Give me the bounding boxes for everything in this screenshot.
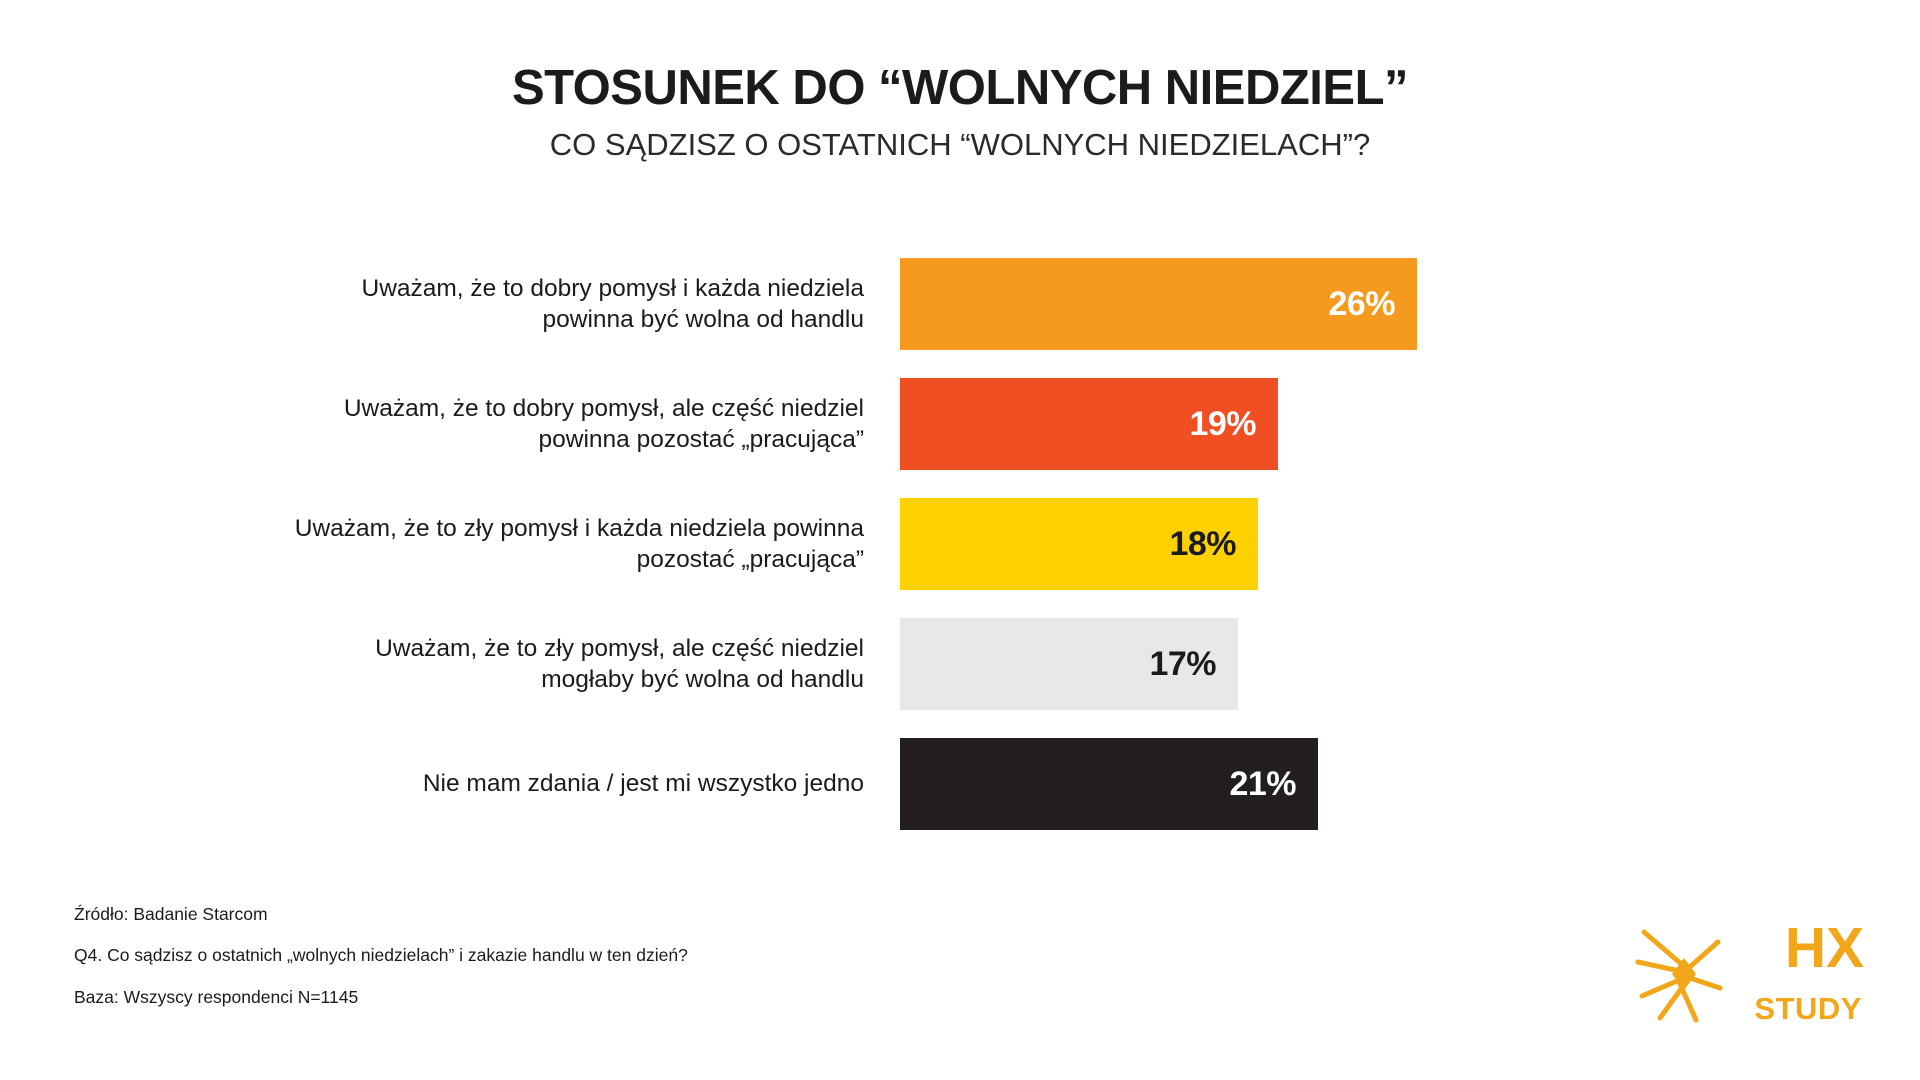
title-block xyxy=(0,62,1920,163)
chart-row xyxy=(0,618,1920,710)
bar-category-label-line2: pozostać „pracująca” xyxy=(636,546,864,573)
bar-category-label xyxy=(0,393,900,456)
logo-wordmark: HX xyxy=(1784,916,1864,980)
bar-chart xyxy=(0,258,1920,858)
bar-segment xyxy=(900,738,1318,830)
bar-value-label: 26% xyxy=(1328,284,1395,323)
bar-value-label: 18% xyxy=(1169,524,1236,563)
bar-segment xyxy=(900,618,1238,710)
footnotes xyxy=(74,905,688,1007)
page-subtitle: CO SĄDZISZ O OSTATNICH “WOLNYCH NIEDZIELACH”? xyxy=(549,126,1371,162)
page-title: STOSUNEK DO “WOLNYCH NIEDZIEL” xyxy=(511,61,1409,115)
bar-category-label-line1: Uważam, że to zły pomysł, ale część niedziel xyxy=(375,634,864,662)
starburst-icon xyxy=(1634,922,1730,1026)
bar-category-label xyxy=(0,768,900,799)
bar-track xyxy=(900,258,1920,350)
bar-track xyxy=(900,618,1920,710)
bar-value-label: 17% xyxy=(1149,644,1216,683)
chart-row xyxy=(0,258,1920,350)
bar-value-label: 19% xyxy=(1189,404,1256,443)
bar-segment xyxy=(900,378,1278,470)
bar-track xyxy=(900,378,1920,470)
hx-study-logo xyxy=(1634,918,1864,1028)
bar-category-label xyxy=(0,513,900,576)
bar-category-label xyxy=(0,633,900,696)
bar-segment xyxy=(900,258,1417,350)
footnote-base: Baza: Wszyscy respondenci N=1145 xyxy=(74,986,359,1007)
bar-category-label-line1: Nie mam zdania / jest mi wszystko jedno xyxy=(422,770,864,798)
footnote-question: Q4. Co sądzisz o ostatnich „wolnych niedzielach” i zakazie handlu w ten dzień? xyxy=(74,945,688,966)
bar-value-label: 21% xyxy=(1229,764,1296,803)
chart-row xyxy=(0,378,1920,470)
bar-category-label-line2: powinna być wolna od handlu xyxy=(542,306,864,333)
bar-track xyxy=(900,498,1920,590)
logo-subtext: STUDY xyxy=(1754,991,1862,1026)
bar-segment xyxy=(900,498,1258,590)
bar-category-label xyxy=(0,273,900,336)
bar-track xyxy=(900,738,1920,830)
bar-category-label-line1: Uważam, że to dobry pomysł, ale część niedziel xyxy=(343,394,864,422)
footnote-source: Źródło: Badanie Starcom xyxy=(74,904,268,924)
bar-category-label-line2: powinna pozostać „pracująca” xyxy=(538,426,864,453)
chart-row xyxy=(0,738,1920,830)
chart-row xyxy=(0,498,1920,590)
bar-category-label-line1: Uważam, że to dobry pomysł i każda niedziela xyxy=(361,274,864,302)
bar-category-label-line1: Uważam, że to zły pomysł i każda niedziela powinna xyxy=(294,514,864,542)
bar-category-label-line2: mogłaby być wolna od handlu xyxy=(541,666,864,693)
